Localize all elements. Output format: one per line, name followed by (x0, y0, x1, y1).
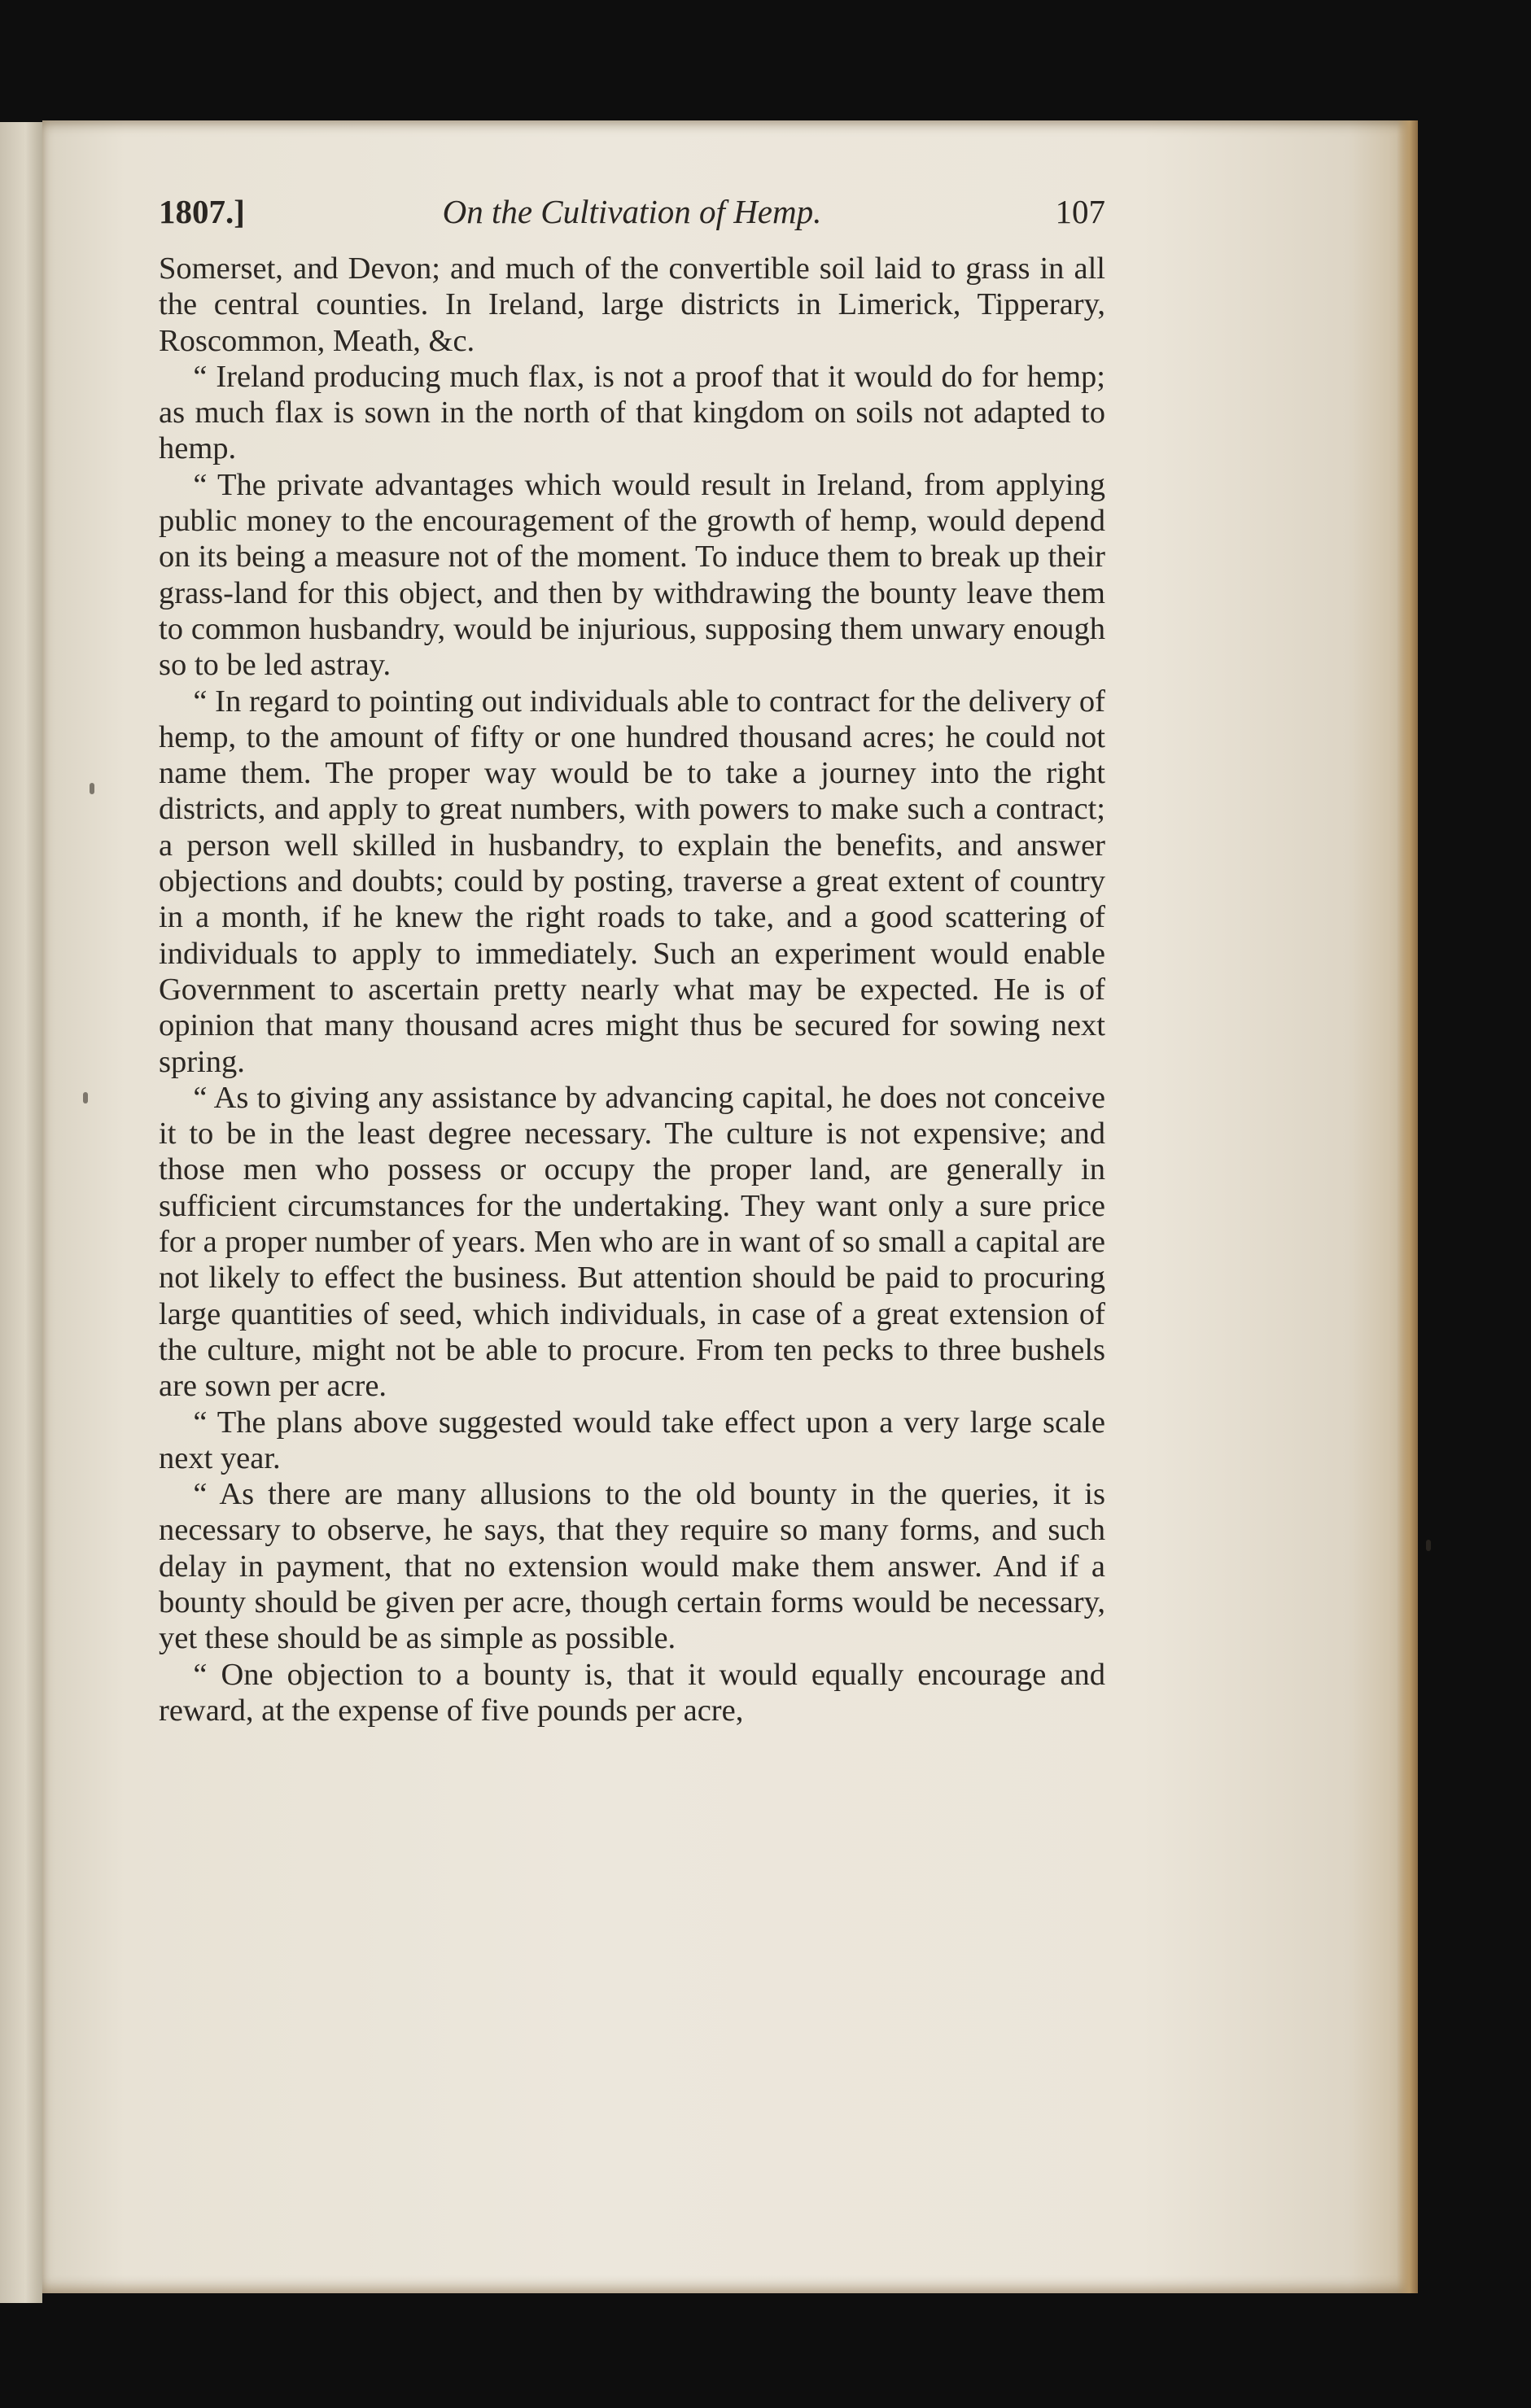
paragraph: “ As to giving any assistance by advancing capital, he does not conceive it to be in the least degree necessary. The culture is not expensive; and those men who possess or occupy the proper land, are generally in sufficient circumstances for the undertaking. They want only a sure price for a proper number of years. Men who are in want of so small a capital are not likely to effect the business. But attention should be paid to procuring large quantities of seed, which individuals, in case of a great extension of the culture, might not be able to procure. From ten pecks to three bushels are sown per acre. (159, 1080, 1105, 1404)
header-title: On the Cultivation of Hemp. (442, 193, 822, 230)
paragraph: “ In regard to pointing out individuals able to contract for the delivery of hemp, to the amount of fifty or one hundred thousand acres; he could not name them. The proper way would be to take a journey into the right districts, and apply to great numbers, with powers to make such a contract; a person well skilled in husbandry, to explain the benefits, and answer objections and doubts; could by posting, traverse a great extent of country in a month, if he knew the right roads to take, and a good scattering of individuals to apply to immediately. Such an experiment would enable Government to ascertain pretty nearly what may be expected. He is of opinion that many thousand acres might thus be secured for sowing next spring. (159, 684, 1105, 1079)
running-header (159, 192, 1105, 241)
paragraph: Somerset, and Devon; and much of the convertible soil laid to grass in all the central counties. In Ireland, large districts in Limerick, Tipperary, Roscommon, Meath, &c. (159, 251, 1105, 358)
paragraph: “ As there are many allusions to the old bounty in the queries, it is necessary to observe, he says, that they require so many forms, and such delay in payment, that no extension would make them answer. And if a bounty should be given per acre, though certain forms would be necessary, yet these should be as simple as possible. (159, 1477, 1105, 1656)
page-number: 107 (1055, 193, 1105, 230)
margin-mark (1426, 1540, 1431, 1551)
page-fore-edge (1397, 120, 1418, 2293)
paragraph: “ The private advantages which would result in Ireland, from applying public money to the encouragement of the growth of hemp, would depend on its being a measure not of the moment. To induce them to break up their grass-land for this object, and then by withdrawing the bounty leave them to common husbandry, would be injurious, supposing them unwary enough so to be led astray. (159, 467, 1105, 683)
paragraph: “ One objection to a bounty is, that it would equally encourage and reward, at the expense of five pounds per acre, (159, 1657, 1105, 1728)
header-year: 1807.] (159, 193, 245, 230)
body-text (159, 251, 1105, 1728)
margin-mark (90, 783, 94, 794)
paragraph: “ Ireland producing much flax, is not a proof that it would do for hemp; as much flax is sown in the north of that kingdom on soils not adapted to hemp. (159, 359, 1105, 466)
margin-mark (83, 1092, 88, 1103)
facing-page-edge (0, 122, 42, 2303)
paragraph: “ The plans above suggested would take effect upon a very large scale next year. (159, 1405, 1105, 1475)
